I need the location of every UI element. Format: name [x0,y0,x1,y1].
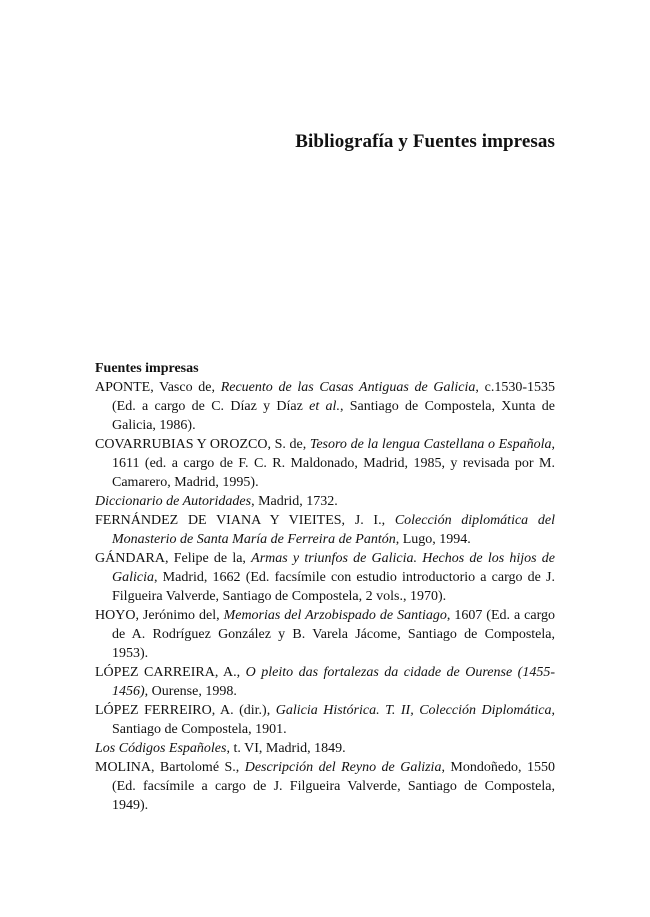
bibliography-entry [95,435,555,492]
entry-text: , Madrid, 1732. [251,494,338,509]
entry-text: , Lugo, 1994. [395,532,471,547]
entry-text: APONTE, Vasco de, [95,380,221,395]
entry-text: , c.1530-1535 (Ed. a cargo de C. Díaz y Díaz [112,380,555,414]
entry-text: , t. VI, Madrid, 1849. [226,741,346,756]
entry-title-italic: Diccionario de Autoridades [95,494,252,509]
entry-text: , Ourense, 1998. [144,684,237,699]
entry-text: HOYO, Jerónimo del, [95,608,224,623]
entry-text: GÁNDARA, Felipe de la, [95,551,252,566]
entry-text: , 1607 (Ed. a cargo de A. Rodríguez González y B. Varela Jácome, Santiago de Compostela, 1953). [112,608,556,661]
entry-text: LÓPEZ CARREIRA, A., [95,665,246,680]
entry-text: LÓPEZ FERREIRO, A. (dir.), [95,703,276,718]
entry-title-italic: Galicia Histórica. T. II, Colección Diplomática [275,703,552,718]
bibliography-entry [95,511,555,549]
entry-text: , Madrid, 1662 (Ed. facsímile con estudio introductorio a cargo de J. Filgueira Valverde, Santiago de Compostela, 2 vols., 1970). [112,570,555,604]
bibliography-entry [95,663,555,701]
entry-title-italic: O pleito das fortalezas da cidade de Ourense (1455-1456) [112,665,555,699]
entry-title-italic: Descripción del Reyno de Galizia [244,760,442,775]
page-title: Bibliografía y Fuentes impresas [295,131,555,152]
entry-text: , 1611 (ed. a cargo de F. C. R. Maldonado, Madrid, 1985, y revisada por M. Camarero, Madrid, 1995). [112,437,555,490]
entry-title-italic: Armas y triunfos de Galicia. Hechos de los hijos de Galicia [112,551,556,585]
bibliography-list [95,378,555,815]
entry-title-italic: Tesoro de la lengua Castellana o Española [309,437,552,452]
entry-text: MOLINA, Bartolomé S., [95,760,245,775]
bibliography-entry [95,739,555,758]
entry-title-italic: Los Códigos Españoles [95,741,227,756]
entry-title-italic: Memorias del Arzobispado de Santiago [223,608,447,623]
bibliography-entry [95,758,555,815]
bibliography-entry [95,549,555,606]
entry-title-italic: et al. [309,399,340,414]
entry-text: , Santiago de Compostela, 1901. [112,703,555,737]
bibliography-entry [95,378,555,435]
entry-text: , Santiago de Compostela, Xunta de Galicia, 1986). [112,399,556,433]
entry-text: COVARRUBIAS Y OROZCO, S. de, [95,437,310,452]
bibliography-section [95,359,555,815]
bibliography-entry [95,492,555,511]
entry-text: , Mondoñedo, 1550 (Ed. facsímile a cargo de J. Filgueira Valverde, Santiago de Compostela, 1949). [112,760,556,813]
section-heading: Fuentes impresas [95,361,199,376]
bibliography-entry [95,701,555,739]
entry-title-italic: Recuento de las Casas Antiguas de Galicia [220,380,476,395]
bibliography-entry [95,606,555,663]
entry-text: FERNÁNDEZ DE VIANA Y VIEITES, J. I., [95,513,395,528]
entry-title-italic: Colección diplomática del Monasterio de Santa María de Ferreira de Pantón [112,513,555,547]
